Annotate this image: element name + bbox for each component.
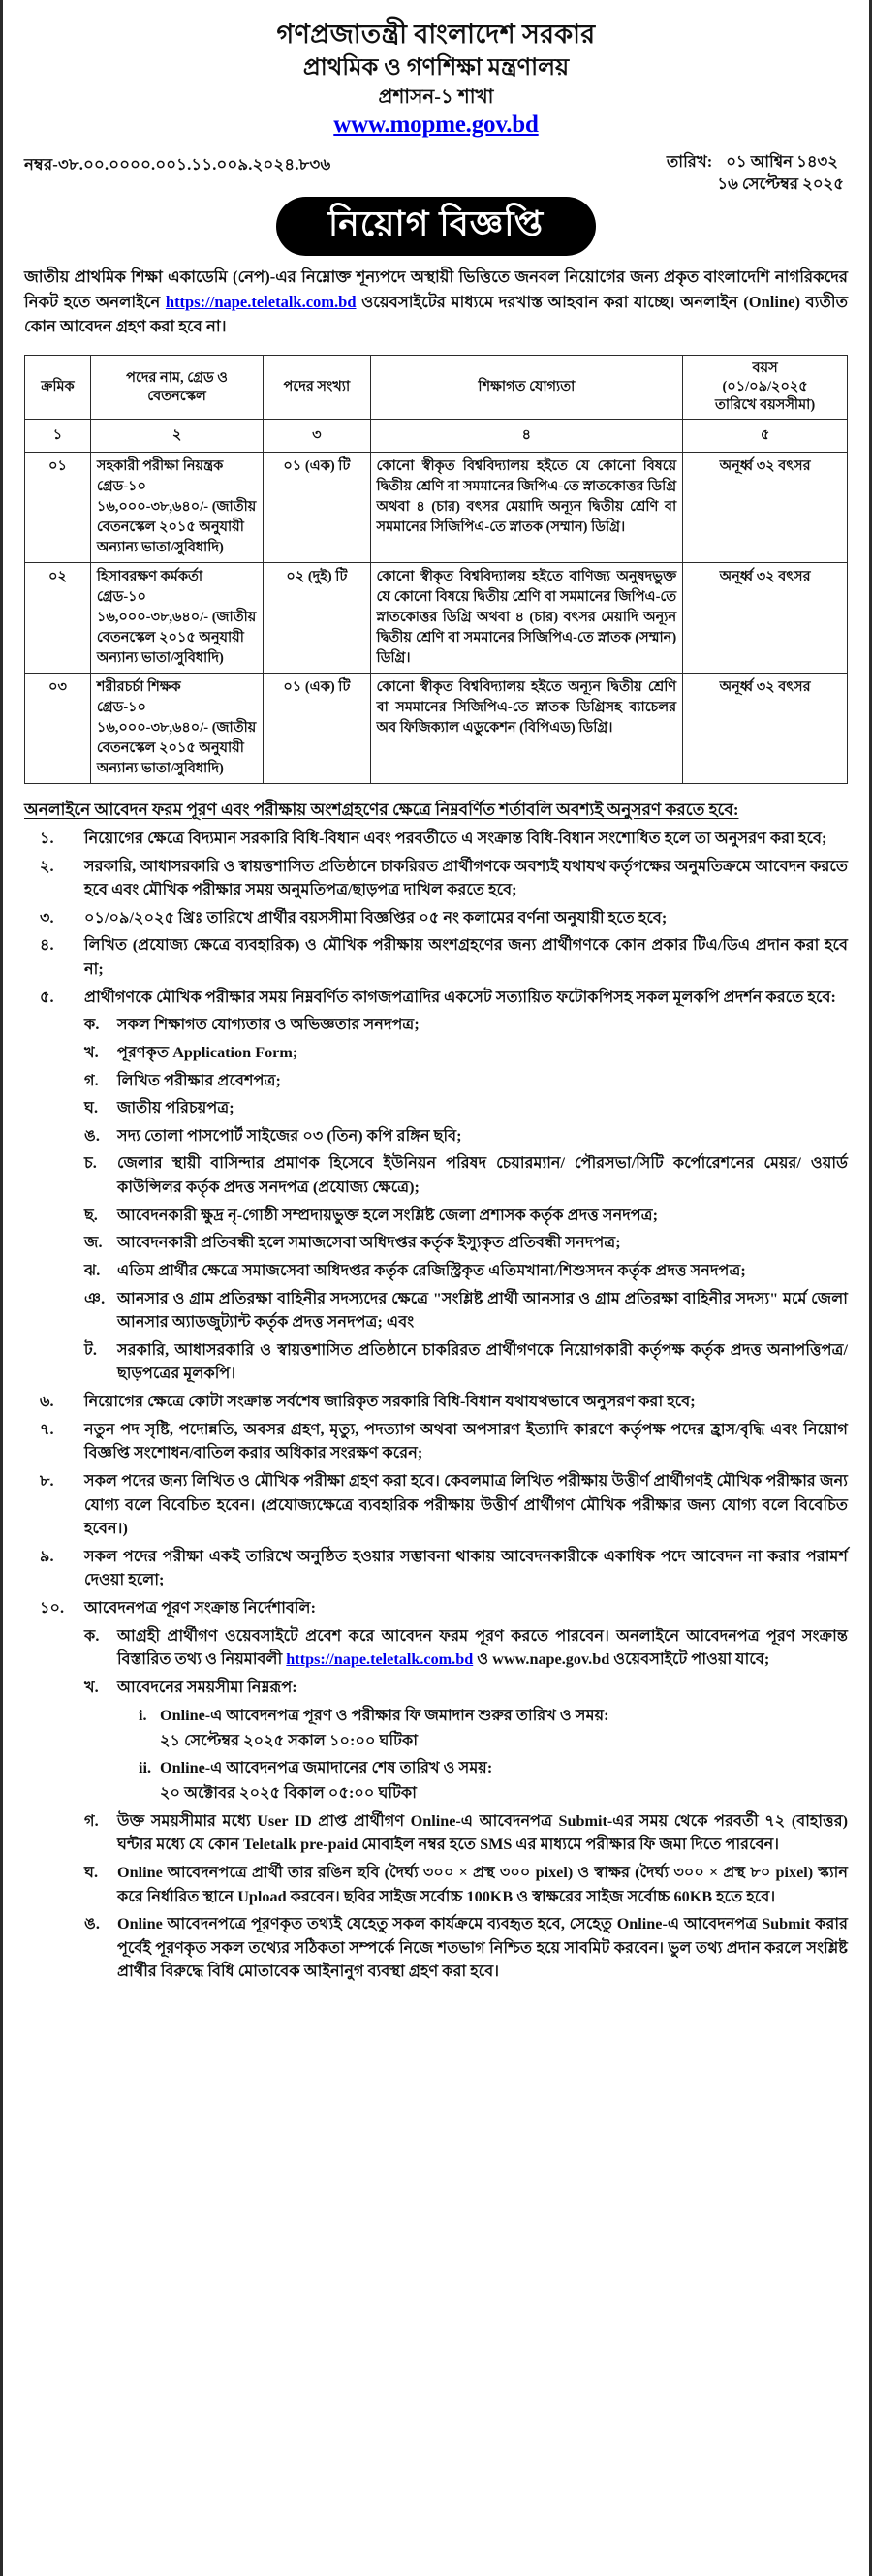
sub-ja-text: আবেদনকারী প্রতিবন্ধী হলে সমাজসেবা অধিদপ্তর কর্তৃক ইস্যুকৃত প্রতিবন্ধী সনদপত্র; xyxy=(117,1234,621,1252)
closing-ga-marker: গ. xyxy=(84,1811,99,1830)
vacancy-table-head xyxy=(25,356,848,453)
final-ka-text2: ওয়েবসাইটে পাওয়া যাবে; xyxy=(613,1650,770,1669)
intro-text-part2: ওয়েবসাইটের মাধ্যমে দরখাস্ত আহবান করা যাচ্ছে। অনলাইন (Online) ব্যতীত কোন আবেদন গ্রহণ করা হবে না। xyxy=(24,292,848,336)
row2-age: অনূর্ধ্ব ৩২ বৎসর xyxy=(683,563,848,674)
sub-gha-text: জাতীয় পরিচয়পত্র; xyxy=(117,1099,234,1117)
cond-1-text: নিয়োগের ক্ষেত্রে বিদ্যমান সরকারি বিধি-বিধান এবং পরবর্তীতে এ সংক্রান্ত বিধি-বিধান সংশোধিত হলে তা অনুসরণ করা হবে; xyxy=(84,829,827,847)
th-post-name: পদের নাম, গ্রেড ও বেতনস্কেল xyxy=(90,356,263,420)
deadline-list xyxy=(24,1704,848,1806)
memo-line xyxy=(24,152,848,195)
final-ka-conjunction: ও xyxy=(477,1650,489,1669)
government-name: গণপ্রজাতন্ত্রী বাংলাদেশ সরকার xyxy=(276,19,596,48)
th-age-line3: তারিখে বয়সসীমা) xyxy=(714,397,816,414)
cond-7-text: নতুন পদ সৃষ্টি, পদোন্নতি, অবসর গ্রহণ, মৃত্যু, পদত্যাগ অথবা অপসারণ ইত্যাদি কারণে কর্তৃপক্ষ পদের হ্রাস/বৃদ্ধি এবং নিয়োগ বিজ্ঞপ্তি সংশোধন/বাতিল করার অধিকার সংরক্ষণ করেন; xyxy=(84,1420,848,1462)
table-row xyxy=(25,563,848,674)
cond-2-text: সরকারি, আধাসরকারি ও স্বায়ত্তশাসিত প্রতিষ্ঠানে চাকরিরত প্রার্থীগণকে অবশ্যই যথাযথ কর্তৃপক্ষের অনুমতিক্রমে আবেদন করতে হবে এবং মৌখিক পরীক্ষার সময় অনুমতিপত্র/ছাড়পত্র দাখিল করতে হবে; xyxy=(84,857,848,899)
cond-2-marker: ২. xyxy=(40,857,54,875)
cond-4-text: লিখিত (প্রযোজ্য ক্ষেত্রে ব্যবহারিক) ও মৌখিক পরীক্ষায় অংশগ্রহণের জন্য প্রার্থীগণকে কোন প্রকার টিএ/ডিএ প্রদান করা হবে না; xyxy=(84,936,848,979)
final-kha-text: আবেদনের সময়সীমা নিম্নরূপ: xyxy=(117,1678,297,1696)
cond-9-marker: ৯. xyxy=(40,1547,54,1565)
row2-serial: ০২ xyxy=(25,563,91,674)
conditions-list-2 xyxy=(24,1390,848,1620)
list-item xyxy=(24,855,848,902)
intro-paragraph xyxy=(24,265,848,339)
row3-education: কোনো স্বীকৃত বিশ্ববিদ্যালয় হইতে অন্যূন দ্বিতীয় শ্রেণি বা সমমানের সিজিপিএ-তে স্নাতক ডিগ্রিসহ ব্যাচেলর অব ফিজিক্যাল এডুকেশন (বিপিএড) ডিগ্রি। xyxy=(370,674,683,784)
row3-post-title: শরীরচর্চা শিক্ষক xyxy=(96,679,181,696)
sub-chha-text: আবেদনকারী ক্ষুদ্র নৃ-গোষ্ঠী সম্প্রদায়ভুক্ত হলে সংশ্লিষ্ট জেলা প্রশাসক কর্তৃক প্রদত্ত সনদপত্র; xyxy=(117,1206,659,1224)
sub-una-marker: ঙ. xyxy=(84,1126,100,1145)
sub-yna-marker: ঞ. xyxy=(84,1289,106,1307)
closing-note-3: Online আবেদনপত্রে পূরণকৃত তথ্যই যেহেতু সকল কার্যক্রমে ব্যবহৃত হবে, সেহেতু Online-এ আবেদনপত্র Submit করার পূর্বেই পূরণকৃত সকল তথ্যের সঠিকতা সম্পর্কে নিজে শতভাগ নিশ্চিত হয়ে সাবমিট করবেন। ভুল তথ্য প্রদান করলে সংশ্লিষ্ট প্রার্থীর বিরুদ্ধে বিধি মোতাবেক আইনানুগ ব্যবস্থা গ্রহণ করা হবে। xyxy=(117,1915,848,1981)
colnum-3: ৩ xyxy=(264,420,370,453)
list-item xyxy=(24,986,848,1010)
sub-ka-text: সকল শিক্ষাগত যোগ্যতার ও অভিজ্ঞতার সনদপত্র; xyxy=(117,1016,420,1034)
intro-text-part1: জাতীয় প্রাথমিক শিক্ষা একাডেমি (নেপ)-এর নিম্নোক্ত শূন্যপদে অস্থায়ী ভিত্তিতে জনবল নিয়োগের জন্য প্রকৃত বাংলাদেশি নাগরিকদের নিকট হতে অনলাইনে xyxy=(24,267,848,311)
roman-i-text: Online-এ আবেদনপত্র পূরণ ও পরীক্ষার ফি জমাদান শুরুর তারিখ ও সময়: xyxy=(160,1706,609,1724)
sub-gha-marker: ঘ. xyxy=(84,1099,99,1117)
list-item xyxy=(24,1338,848,1386)
application-instructions-list xyxy=(24,1624,848,1700)
list-item xyxy=(24,827,848,851)
memo-number: নম্বর-৩৮.০০.০০০০.০০১.১১.০০৯.২০২৪.৮৩৬ xyxy=(24,154,331,173)
th-serial: ক্রমিক xyxy=(25,356,91,420)
row3-post-scale: ১৬,০০০-৩৮,৬৪০/- (জাতীয় বেতনস্কেল ২০১৫ অনুযায়ী অন্যান্য ভাতা/সুবিধাদি) xyxy=(96,720,257,777)
list-item xyxy=(24,1624,848,1672)
roman-i-value: ২১ সেপ্টেম্বর ২০২৫ সকাল ১০:০০ ঘটিকা xyxy=(160,1731,419,1749)
row1-age: অনূর্ধ্ব ৩২ বৎসর xyxy=(683,453,848,563)
list-item xyxy=(24,1756,848,1779)
row1-serial: ০১ xyxy=(25,453,91,563)
list-item xyxy=(24,1418,848,1465)
sub-ga-text: লিখিত পরীক্ষার প্রবেশপত্র; xyxy=(117,1071,281,1089)
row2-post-title: হিসাবরক্ষণ কর্মকর্তা xyxy=(96,569,203,585)
row2-post-grade: গ্রেড-১০ xyxy=(96,589,146,606)
list-item xyxy=(24,1287,848,1335)
nape-teletalk-link[interactable]: https://nape.teletalk.com.bd xyxy=(165,292,357,311)
list-item xyxy=(24,1096,848,1120)
sub-ja-marker: জ. xyxy=(84,1234,103,1252)
final-ka-text1: আগ্রহী প্রার্থীগণ ওয়েবসাইটে প্রবেশ করে আবেদন ফরম পূরণ করতে পারবেন। অনলাইনে আবেদনপত্র পূরণ সংক্রান্ত বিস্তারিত তথ্য ও নিয়মাবলী xyxy=(117,1626,848,1669)
vacancy-table-body xyxy=(25,453,848,784)
colnum-5: ৫ xyxy=(683,420,848,453)
list-item xyxy=(24,1676,848,1700)
cond-3-text: ০১/০৯/২০২৫ খ্রিঃ তারিখে প্রার্থীর বয়সসীমা বিজ্ঞপ্তির ০৫ নং কলামের বর্ণনা অনুযায়ী হতে হবে; xyxy=(84,908,668,927)
cond-5-text: প্রার্থীগণকে মৌখিক পরীক্ষার সময় নিম্নবর্ণিত কাগজপত্রাদির একসেট সত্যায়িত ফটোকপিসহ সকল মূলকপি প্রদর্শন করতে হবে: xyxy=(84,988,836,1006)
list-item xyxy=(24,1204,848,1228)
row1-post xyxy=(90,453,263,563)
list-item xyxy=(24,1041,848,1065)
th-age xyxy=(683,356,848,420)
closing-notes-list xyxy=(24,1809,848,1984)
th-post-count: পদের সংখ্যা xyxy=(264,356,370,420)
row1-post-title: সহকারী পরীক্ষা নিয়ন্ত্রক xyxy=(96,458,224,475)
th-age-line2: (০১/০৯/২০২৫ xyxy=(722,379,808,395)
row2-post xyxy=(90,563,263,674)
table-row xyxy=(25,674,848,784)
cond-5-marker: ৫. xyxy=(40,988,54,1006)
row3-count: ০১ (এক) টি xyxy=(264,674,370,784)
vacancy-table xyxy=(24,355,848,784)
nape-gov-link[interactable]: www.nape.gov.bd xyxy=(492,1650,610,1669)
table-header-row xyxy=(25,356,848,420)
cond-4-marker: ৪. xyxy=(40,936,54,955)
sub-cha-marker: চ. xyxy=(84,1154,97,1173)
cond-8-marker: ৮. xyxy=(40,1471,54,1490)
ministry-name: প্রাথমিক ও গণশিক্ষা মন্ত্রণালয় xyxy=(302,54,570,80)
table-row xyxy=(25,453,848,563)
list-item xyxy=(24,1704,848,1727)
cond-8-text: সকল পদের জন্য লিখিত ও মৌখিক পরীক্ষা গ্রহণ করা হবে। কেবলমাত্র লিখিত পরীক্ষায় উত্তীর্ণ প্রার্থীগণই মৌখিক পরীক্ষার জন্য যোগ্য বলে বিবেচিত হবেন। (প্রযোজ্যক্ষেত্রে ব্যবহারিক পরীক্ষায় উত্তীর্ণ প্রার্থীগণ মৌখিক পরীক্ষার জন্য যোগ্য বলে বিবেচিত হবেন।) xyxy=(84,1471,848,1538)
sub-jha-text: এতিম প্রার্থীর ক্ষেত্রে সমাজসেবা অধিদপ্তর কর্তৃক রেজিস্ট্রিকৃত এতিমখানা/শিশুসদন কর্তৃক প্রদত্ত সনদপত্র; xyxy=(117,1261,746,1279)
list-item xyxy=(24,1151,848,1199)
row2-education: কোনো স্বীকৃত বিশ্ববিদ্যালয় হইতে বাণিজ্য অনুষদভুক্ত যে কোনো বিষয়ে দ্বিতীয় শ্রেণি বা সমমানের জিপিএ-তে স্নাতকোত্তর ডিগ্রি অথবা ৪ (চার) বৎসর মেয়াদি অন্যূন দ্বিতীয় শ্রেণি বা সমমানের সিজিপিএ-তে স্নাতক (সম্মান) ডিগ্রি। xyxy=(370,563,683,674)
date-english: ১৬ সেপ্টেম্বর ২০২৫ xyxy=(717,174,844,194)
sub-chha-marker: ছ. xyxy=(84,1206,98,1224)
closing-gha-marker: ঘ. xyxy=(84,1863,99,1881)
document-sub-items-list xyxy=(24,1013,848,1386)
final-ka-body xyxy=(117,1624,848,1672)
sub-kha-marker: খ. xyxy=(84,1043,99,1061)
title-banner-wrap xyxy=(24,197,848,256)
cond-7-marker: ৭. xyxy=(40,1420,54,1438)
cond-10-marker: ১০. xyxy=(40,1599,65,1618)
colnum-4: ৪ xyxy=(370,420,683,453)
sub-cha-text: জেলার স্থায়ী বাসিন্দার প্রমাণক হিসেবে ইউনিয়ন পরিষদ চেয়ারম্যান/ পৌরসভা/সিটি কর্পোরেশনের মেয়র/ ওয়ার্ড কাউন্সিলর কর্তৃক প্রদত্ত সনদপত্র (প্রযোজ্য ক্ষেত্রে); xyxy=(117,1154,848,1197)
cond-6-text: নিয়োগের ক্ষেত্রে কোটা সংক্রান্ত সর্বশেষ জারিকৃত সরকারি বিধি-বিধান যথাযথভাবে অনুসরণ করা হবে; xyxy=(84,1393,696,1411)
cond-6-marker: ৬. xyxy=(40,1393,54,1411)
list-item xyxy=(24,1545,848,1592)
table-column-number-row xyxy=(25,420,848,453)
conditions-heading: অনলাইনে আবেদন ফরম পূরণ এবং পরীক্ষায় অংশগ্রহণের ক্ষেত্রে নিম্নবর্ণিত শর্তাবলি অবশ্যই অনুসরণ করতে হবে: xyxy=(24,801,739,820)
branch-name: প্রশাসন-১ শাখা xyxy=(378,85,494,108)
closing-note-1: উক্ত সময়সীমার মধ্যে User ID প্রাপ্ত প্রার্থীগণ Online-এ আবেদনপত্র Submit-এর সময় থেকে পরবর্তী ৭২ (বাহাত্তর) ঘন্টার মধ্যে যে কোন Teletalk pre-paid মোবাইল নম্বর হতে SMS এর মাধ্যমে পরীক্ষার ফি জমা দিতে পারবেন। xyxy=(117,1811,848,1854)
roman-ii-text: Online-এ আবেদনপত্র জমাদানের শেষ তারিখ ও সময়: xyxy=(160,1759,493,1777)
sub-tta-marker: ট. xyxy=(84,1340,97,1359)
row3-age: অনূর্ধ্ব ৩২ বৎসর xyxy=(683,674,848,784)
list-item xyxy=(24,1124,848,1148)
list-item xyxy=(24,1469,848,1541)
cond-9-text: সকল পদের পরীক্ষা একই তারিখে অনুষ্ঠিত হওয়ার সম্ভাবনা থাকায় আবেদনকারীকে একাধিক পদে আবেদন না করার পরামর্শ দেওয়া হলো; xyxy=(84,1547,848,1589)
list-item xyxy=(24,1809,848,1857)
sub-una-text: সদ্য তোলা পাসপোর্ট সাইজের ০৩ (তিন) কপি রঙ্গিন ছবি; xyxy=(117,1126,462,1145)
conditions-list xyxy=(24,827,848,1009)
final-ka-marker: ক. xyxy=(84,1626,100,1645)
row3-serial: ০৩ xyxy=(25,674,91,784)
list-item xyxy=(24,1596,848,1620)
sub-jha-marker: ঝ. xyxy=(84,1261,101,1279)
colnum-2: ২ xyxy=(90,420,263,453)
cond-3-marker: ৩. xyxy=(40,908,54,927)
page-title: নিয়োগ বিজ্ঞপ্তি xyxy=(276,197,596,256)
colnum-1: ১ xyxy=(25,420,91,453)
row3-post xyxy=(90,674,263,784)
final-kha-marker: খ. xyxy=(84,1678,99,1696)
row2-count: ০২ (দুই) টি xyxy=(264,563,370,674)
sub-ka-marker: ক. xyxy=(84,1016,100,1034)
closing-note-2: Online আবেদনপত্রে প্রার্থী তার রঙিন ছবি (দৈর্ঘ্য ৩০০ × প্রস্থ ৩০০ pixel) ও স্বাক্ষর (দৈর্ঘ্য ৩০০ × প্রস্থ ৮০ pixel) স্ক্যান করে নির্ধারিত স্থানে Upload করবেন। ছবির সাইজ সর্বোচ্চ 100KB ও স্বাক্ষরের সাইজ সর্বোচ্চ 60KB হতে হবে। xyxy=(117,1863,848,1905)
list-item xyxy=(24,1259,848,1283)
th-age-line1: বয়স xyxy=(752,361,778,377)
list-item xyxy=(24,1861,848,1908)
date-label: তারিখ: xyxy=(666,151,713,171)
row2-post-scale: ১৬,০০০-৩৮,৬৪০/- (জাতীয় বেতনস্কেল ২০১৫ অনুযায়ী অন্যান্য ভাতা/সুবিধাদি) xyxy=(96,610,257,667)
th-education: শিক্ষাগত যোগ্যতা xyxy=(370,356,683,420)
list-item xyxy=(24,1390,848,1414)
cond-1-marker: ১. xyxy=(40,829,54,847)
list-item xyxy=(24,1069,848,1093)
roman-ii-marker: ii. xyxy=(139,1759,152,1777)
row1-post-scale: ১৬,০০০-৩৮,৬৪০/- (জাতীয় বেতনস্কেল ২০১৫ অনুযায়ী অন্যান্য ভাতা/সুবিধাদি) xyxy=(96,499,257,556)
roman-i-marker: i. xyxy=(139,1706,147,1724)
list-item xyxy=(24,906,848,930)
memo-date-block xyxy=(667,152,848,195)
list-item xyxy=(24,1912,848,1984)
sub-yna-text: আনসার ও গ্রাম প্রতিরক্ষা বাহিনীর সদস্যদের ক্ষেত্রে "সংশ্লিষ্ট প্রার্থী আনসার ও গ্রাম প্রতিরক্ষা বাহিনীর সদস্য" মর্মে জেলা আনসার অ্যাডজুট্যান্ট কর্তৃক প্রদত্ত সনদপত্র; এবং xyxy=(117,1289,848,1332)
roman-ii-value: ২০ অক্টোবর ২০২৫ বিকাল ০৫:০০ ঘটিকা xyxy=(160,1784,417,1803)
cond-10-text: আবেদনপত্র পূরণ সংক্রান্ত নির্দেশাবলি: xyxy=(84,1599,316,1618)
nape-teletalk-link-2[interactable]: https://nape.teletalk.com.bd xyxy=(286,1650,474,1669)
sub-tta-text: সরকারি, আধাসরকারি ও স্বায়ত্তশাসিত প্রতিষ্ঠানে চাকরিরত প্রার্থীগণকে নিয়োগকারী কর্তৃপক্ষ কর্তৃক প্রদত্ত অনাপত্তিপত্র/ ছাড়পত্রের মূলকপি। xyxy=(117,1340,848,1383)
document-header xyxy=(24,17,848,139)
list-item xyxy=(24,933,848,981)
sub-ga-marker: গ. xyxy=(84,1071,99,1089)
row1-post-grade: গ্রেড-১০ xyxy=(96,479,146,495)
list-item xyxy=(24,1013,848,1037)
list-item xyxy=(24,1231,848,1255)
row3-post-grade: গ্রেড-১০ xyxy=(96,700,146,716)
row1-count: ০১ (এক) টি xyxy=(264,453,370,563)
sub-kha-text: পূরণকৃত Application Form; xyxy=(117,1043,298,1061)
row1-education: কোনো স্বীকৃত বিশ্ববিদ্যালয় হইতে যে কোনো বিষয়ে দ্বিতীয় শ্রেণি বা সমমানের জিপিএ-তে স্নাতকোত্তর ডিগ্রি অথবা ৪ (চার) বৎসর মেয়াদি অন্যূন দ্বিতীয় শ্রেণি বা সমমানের সিজিপিএ-তে স্নাতক (সম্মান) ডিগ্রি। xyxy=(370,453,683,563)
ministry-website-link[interactable]: www.mopme.gov.bd xyxy=(333,110,539,138)
date-bangla: ০১ আশ্বিন ১৪৩২ xyxy=(716,152,848,174)
closing-una-marker: ঙ. xyxy=(84,1915,100,1933)
